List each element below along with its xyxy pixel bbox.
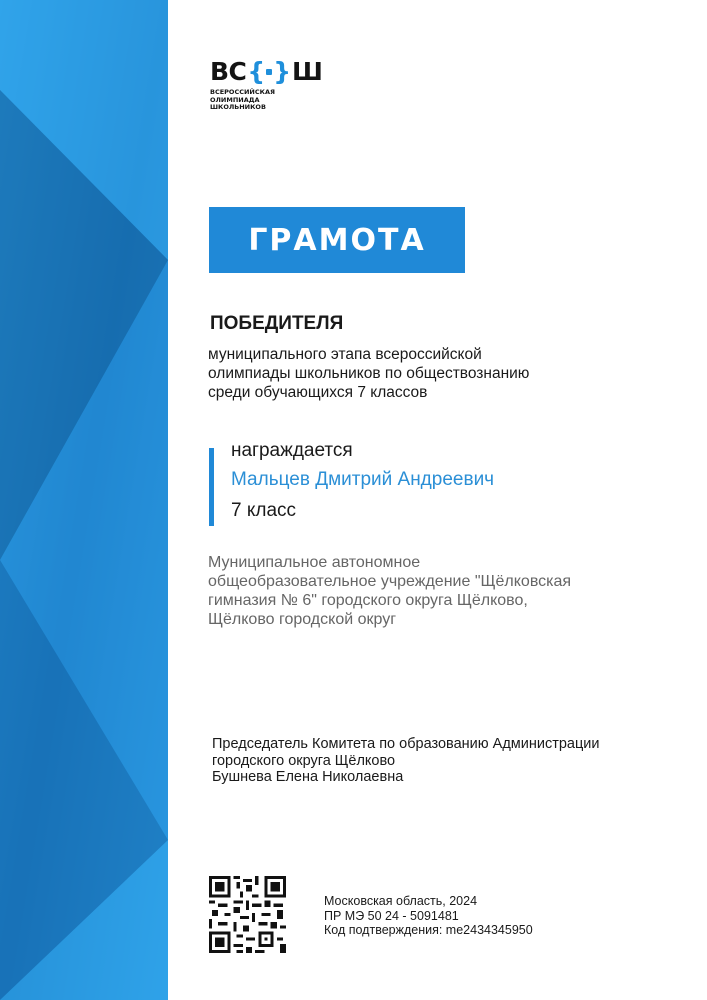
school-line: общеобразовательное учреждение "Щёлковская — [208, 573, 572, 590]
recipient-name: Мальцев Дмитрий Андреевич — [231, 469, 495, 490]
footer-protocol-number: ПР МЭ 50 24 - 5091481 — [324, 908, 459, 923]
signatory-line: Председатель Комитета по образованию Администрации — [212, 736, 600, 752]
logo-subtitle-line: ОЛИМПИАДА — [210, 95, 260, 104]
footer-info — [324, 894, 533, 938]
signatory-line: городского округа Щёлково — [212, 752, 396, 769]
decorative-side-panel — [0, 0, 168, 1000]
logo-braces: { } — [247, 57, 292, 86]
qr-code-icon — [209, 876, 286, 953]
certificate-title: ГРАМОТА — [248, 222, 426, 258]
footer-region-year: Московская область, 2024 — [324, 894, 478, 908]
signatory-name: Бушнева Елена Николаевна — [212, 769, 404, 785]
logo-letters-left: ВС — [210, 57, 247, 86]
school-line: гимназия № 6" городского округа Щёлково, — [208, 592, 528, 609]
logo-subtitle-line: ШКОЛЬНИКОВ — [210, 103, 266, 111]
logo-subtitle-line: ВСЕРОССИЙСКАЯ — [210, 88, 275, 96]
recipient-grade: 7 класс — [231, 500, 297, 521]
award-accent-bar — [209, 448, 214, 526]
competition-description — [208, 345, 529, 402]
description-line: среди обучающихся 7 классов — [208, 384, 428, 401]
school-name — [208, 553, 571, 629]
footer-confirmation-code: Код подтверждения: me2434345950 — [324, 923, 533, 937]
logo-letters-right: Ш — [292, 57, 323, 86]
title-banner — [209, 207, 465, 273]
description-line: олимпиады школьников по обществознанию — [208, 365, 530, 382]
description-line: муниципального этапа всероссийской — [208, 346, 482, 363]
vsosh-logo-icon — [210, 57, 323, 86]
signatory-block — [212, 736, 600, 786]
winner-label: ПОБЕДИТЕЛЯ — [210, 313, 344, 334]
award-label: награждается — [231, 440, 353, 461]
vsosh-logo — [210, 57, 323, 112]
logo-subtitle — [210, 89, 322, 112]
school-line: Щёлково городской округ — [208, 611, 397, 628]
school-line: Муниципальное автономное — [208, 554, 421, 571]
